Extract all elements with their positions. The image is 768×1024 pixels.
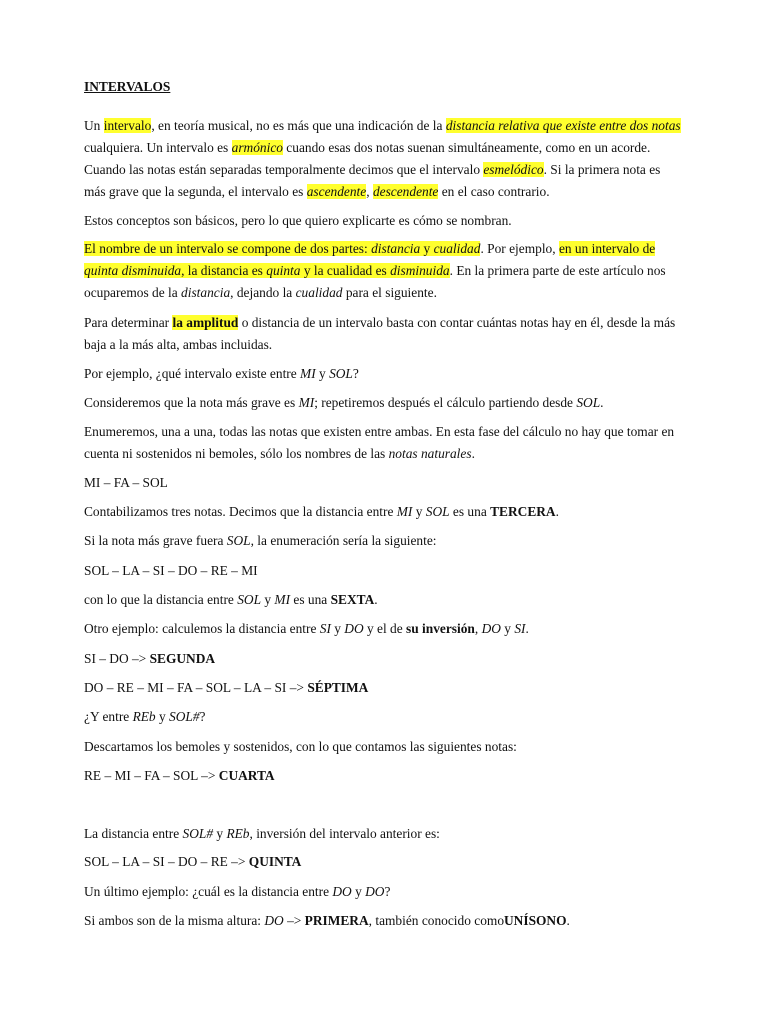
- note-name: SI: [514, 621, 526, 636]
- text-run: es una: [290, 592, 331, 607]
- paragraph-discard: Descartamos los bemoles y sostenidos, con lo que contamos las siguientes notas:: [84, 739, 517, 754]
- text-run: cuando esas dos notas suenan simultáneamente, como en un acorde. Cuando las notas están separadas temporalmente decimos que el intervalo: [84, 140, 651, 177]
- note-sequence: [84, 677, 684, 699]
- text-run: ?: [352, 366, 359, 381]
- note-name: SOL: [576, 395, 601, 410]
- interval-name: SEXTA: [330, 592, 375, 607]
- text-run: . En la primera parte de este artículo nos ocuparemos de la: [84, 263, 666, 300]
- note-name: REb: [132, 709, 156, 724]
- note-name: DO: [332, 884, 352, 899]
- text-run: ?: [199, 709, 206, 724]
- text-run: DO – RE – MI – FA – SOL – LA – SI –>: [84, 680, 308, 695]
- text-run: Si ambos son de la misma altura:: [84, 913, 265, 928]
- text-run: .: [600, 395, 604, 410]
- note-sequence: [84, 765, 684, 787]
- highlighted-term: , la distancia es: [181, 263, 267, 278]
- note-sequence: SOL – LA – SI – DO – RE – MI: [84, 563, 258, 578]
- paragraph-third: [84, 501, 684, 523]
- note-name: REb: [226, 826, 250, 841]
- text-run: La distancia entre: [84, 826, 183, 841]
- text-run: Otro ejemplo: calculemos la distancia entre: [84, 621, 320, 636]
- highlighted-term: quinta: [266, 263, 301, 278]
- highlighted-term: ascendente: [306, 184, 367, 199]
- bold-term: su inversión: [406, 621, 475, 636]
- text-run: ; repetiremos después el cálculo partiendo desde: [314, 395, 577, 410]
- paragraph-last-example: [84, 881, 684, 903]
- text-run: y: [330, 621, 345, 636]
- paragraph-lowest-note: [84, 392, 684, 414]
- text-run: . Si la primera nota es más grave que la segunda, el intervalo es: [84, 162, 661, 199]
- paragraph-sixth: [84, 589, 684, 611]
- highlighted-term: distancia relativa que existe entre dos notas: [445, 118, 681, 133]
- text-run: –>: [283, 913, 305, 928]
- text-run: .: [555, 504, 559, 519]
- text-run: ?: [384, 884, 391, 899]
- text-run: con lo que la distancia entre: [84, 592, 238, 607]
- highlighted-term: y: [420, 241, 434, 256]
- note-sequence: [84, 648, 684, 670]
- interval-name: QUINTA: [248, 854, 302, 869]
- highlighted-term: cualidad: [433, 241, 481, 256]
- text-run: .: [471, 446, 475, 461]
- highlighted-term: distancia: [371, 241, 421, 256]
- note-name: SOL: [425, 504, 450, 519]
- highlighted-term: El nombre de un intervalo se compone de dos partes:: [84, 241, 372, 256]
- paragraph-name-parts: [84, 238, 684, 304]
- text-run: y: [315, 366, 330, 381]
- note-name: SOL#: [182, 826, 214, 841]
- highlighted-term: descendente: [372, 184, 439, 199]
- paragraph-inversion: [84, 823, 684, 845]
- text-run: . Por ejemplo,: [480, 241, 559, 256]
- text-run: , inversión del intervalo anterior es:: [249, 826, 440, 841]
- text-run: , la enumeración sería la siguiente:: [250, 533, 437, 548]
- note-name: SOL: [226, 533, 251, 548]
- text-run: , también conocido como: [368, 913, 505, 928]
- paragraph-enumerate: [84, 421, 684, 465]
- interval-name: UNÍSONO: [504, 913, 567, 928]
- text-run: SI – DO –>: [84, 651, 150, 666]
- paragraph-another-example: [84, 618, 684, 640]
- paragraph-example-question: [84, 363, 684, 385]
- paragraph-question: [84, 706, 684, 728]
- note-sequence: MI – FA – SOL: [84, 475, 168, 490]
- text-run: y: [213, 826, 227, 841]
- text-run: .: [525, 621, 529, 636]
- text-run: Un último ejemplo: ¿cuál es la distancia entre: [84, 884, 333, 899]
- text-run: , en teoría musical, no es más que una indicación de la: [151, 118, 446, 133]
- text-run: Para determinar: [84, 315, 173, 330]
- interval-name: CUARTA: [218, 768, 275, 783]
- paragraph-definition: [84, 115, 684, 203]
- text-run: ¿Y entre: [84, 709, 133, 724]
- note-name: MI: [300, 366, 316, 381]
- text-run: para el siguiente.: [342, 285, 437, 300]
- paragraph-sol-lowest: [84, 530, 684, 552]
- note-name: SOL#: [169, 709, 200, 724]
- interval-name: TERCERA: [490, 504, 556, 519]
- text-run: ,: [474, 621, 482, 636]
- text-run: Contabilizamos tres notas. Decimos que la distancia entre: [84, 504, 397, 519]
- note-name: MI: [274, 592, 291, 607]
- text-run: Si la nota más grave fuera: [84, 533, 227, 548]
- text-run: Consideremos que la nota más grave es: [84, 395, 299, 410]
- interval-name: PRIMERA: [304, 913, 369, 928]
- highlighted-term: la amplitud: [172, 315, 239, 330]
- text-run: Un: [84, 118, 104, 133]
- note-sequence: [84, 851, 684, 873]
- text-run: , dejando la: [230, 285, 296, 300]
- text-run: y: [261, 592, 275, 607]
- highlighted-term: disminuida: [390, 263, 450, 278]
- text-run: cualquiera. Un intervalo es: [84, 140, 232, 155]
- text-run: Enumeremos, una a una, todas las notas que existen entre ambas. En esta fase del cálculo no hay que tomar en cuenta ni sostenidos ni bemoles, sólo los nombres de las: [84, 424, 675, 461]
- highlighted-term: armónico: [231, 140, 283, 155]
- text-run: y: [155, 709, 170, 724]
- highlighted-term: quinta disminuida: [84, 263, 182, 278]
- interval-name: SEGUNDA: [149, 651, 216, 666]
- text-run: o distancia de un intervalo basta con contar cuántas notas hay en él, desde la más baja a la más alta, ambas incluidas.: [84, 315, 676, 352]
- text-run: y: [351, 884, 366, 899]
- interval-name: SÉPTIMA: [307, 680, 369, 695]
- note-name: DO: [365, 884, 385, 899]
- text-run: y el de: [363, 621, 407, 636]
- text-run: ,: [366, 184, 373, 199]
- highlighted-term: intervalo: [103, 118, 152, 133]
- note-name: MI: [396, 504, 413, 519]
- highlighted-term: en un intervalo de: [558, 241, 656, 256]
- text-run: .: [566, 913, 570, 928]
- note-name: DO: [264, 913, 284, 928]
- note-name: SOL: [329, 366, 353, 381]
- text-run: RE – MI – FA – SOL –>: [84, 768, 219, 783]
- text-run: y: [500, 621, 515, 636]
- text-run: .: [374, 592, 378, 607]
- text-run: SOL – LA – SI – DO – RE –>: [84, 854, 249, 869]
- paragraph-amplitude: [84, 312, 684, 356]
- note-name: SI: [319, 621, 331, 636]
- italic-term: cualidad: [295, 285, 343, 300]
- paragraph-unison: [84, 910, 684, 932]
- note-name: DO: [344, 621, 364, 636]
- italic-term: distancia: [181, 285, 231, 300]
- text-run: en el caso contrario.: [438, 184, 550, 199]
- paragraph-concepts: Estos conceptos son básicos, pero lo que quiero explicarte es cómo se nombran.: [84, 213, 512, 228]
- text-run: Por ejemplo, ¿qué intervalo existe entre: [84, 366, 301, 381]
- document-title: INTERVALOS: [84, 79, 171, 94]
- italic-term: notas naturales: [388, 446, 472, 461]
- note-name: SOL: [237, 592, 262, 607]
- highlighted-term: esmelódico: [483, 162, 544, 177]
- highlighted-term: y la cualidad es: [300, 263, 391, 278]
- note-name: DO: [481, 621, 501, 636]
- text-run: y: [412, 504, 426, 519]
- text-run: es una: [449, 504, 491, 519]
- note-name: MI: [298, 395, 315, 410]
